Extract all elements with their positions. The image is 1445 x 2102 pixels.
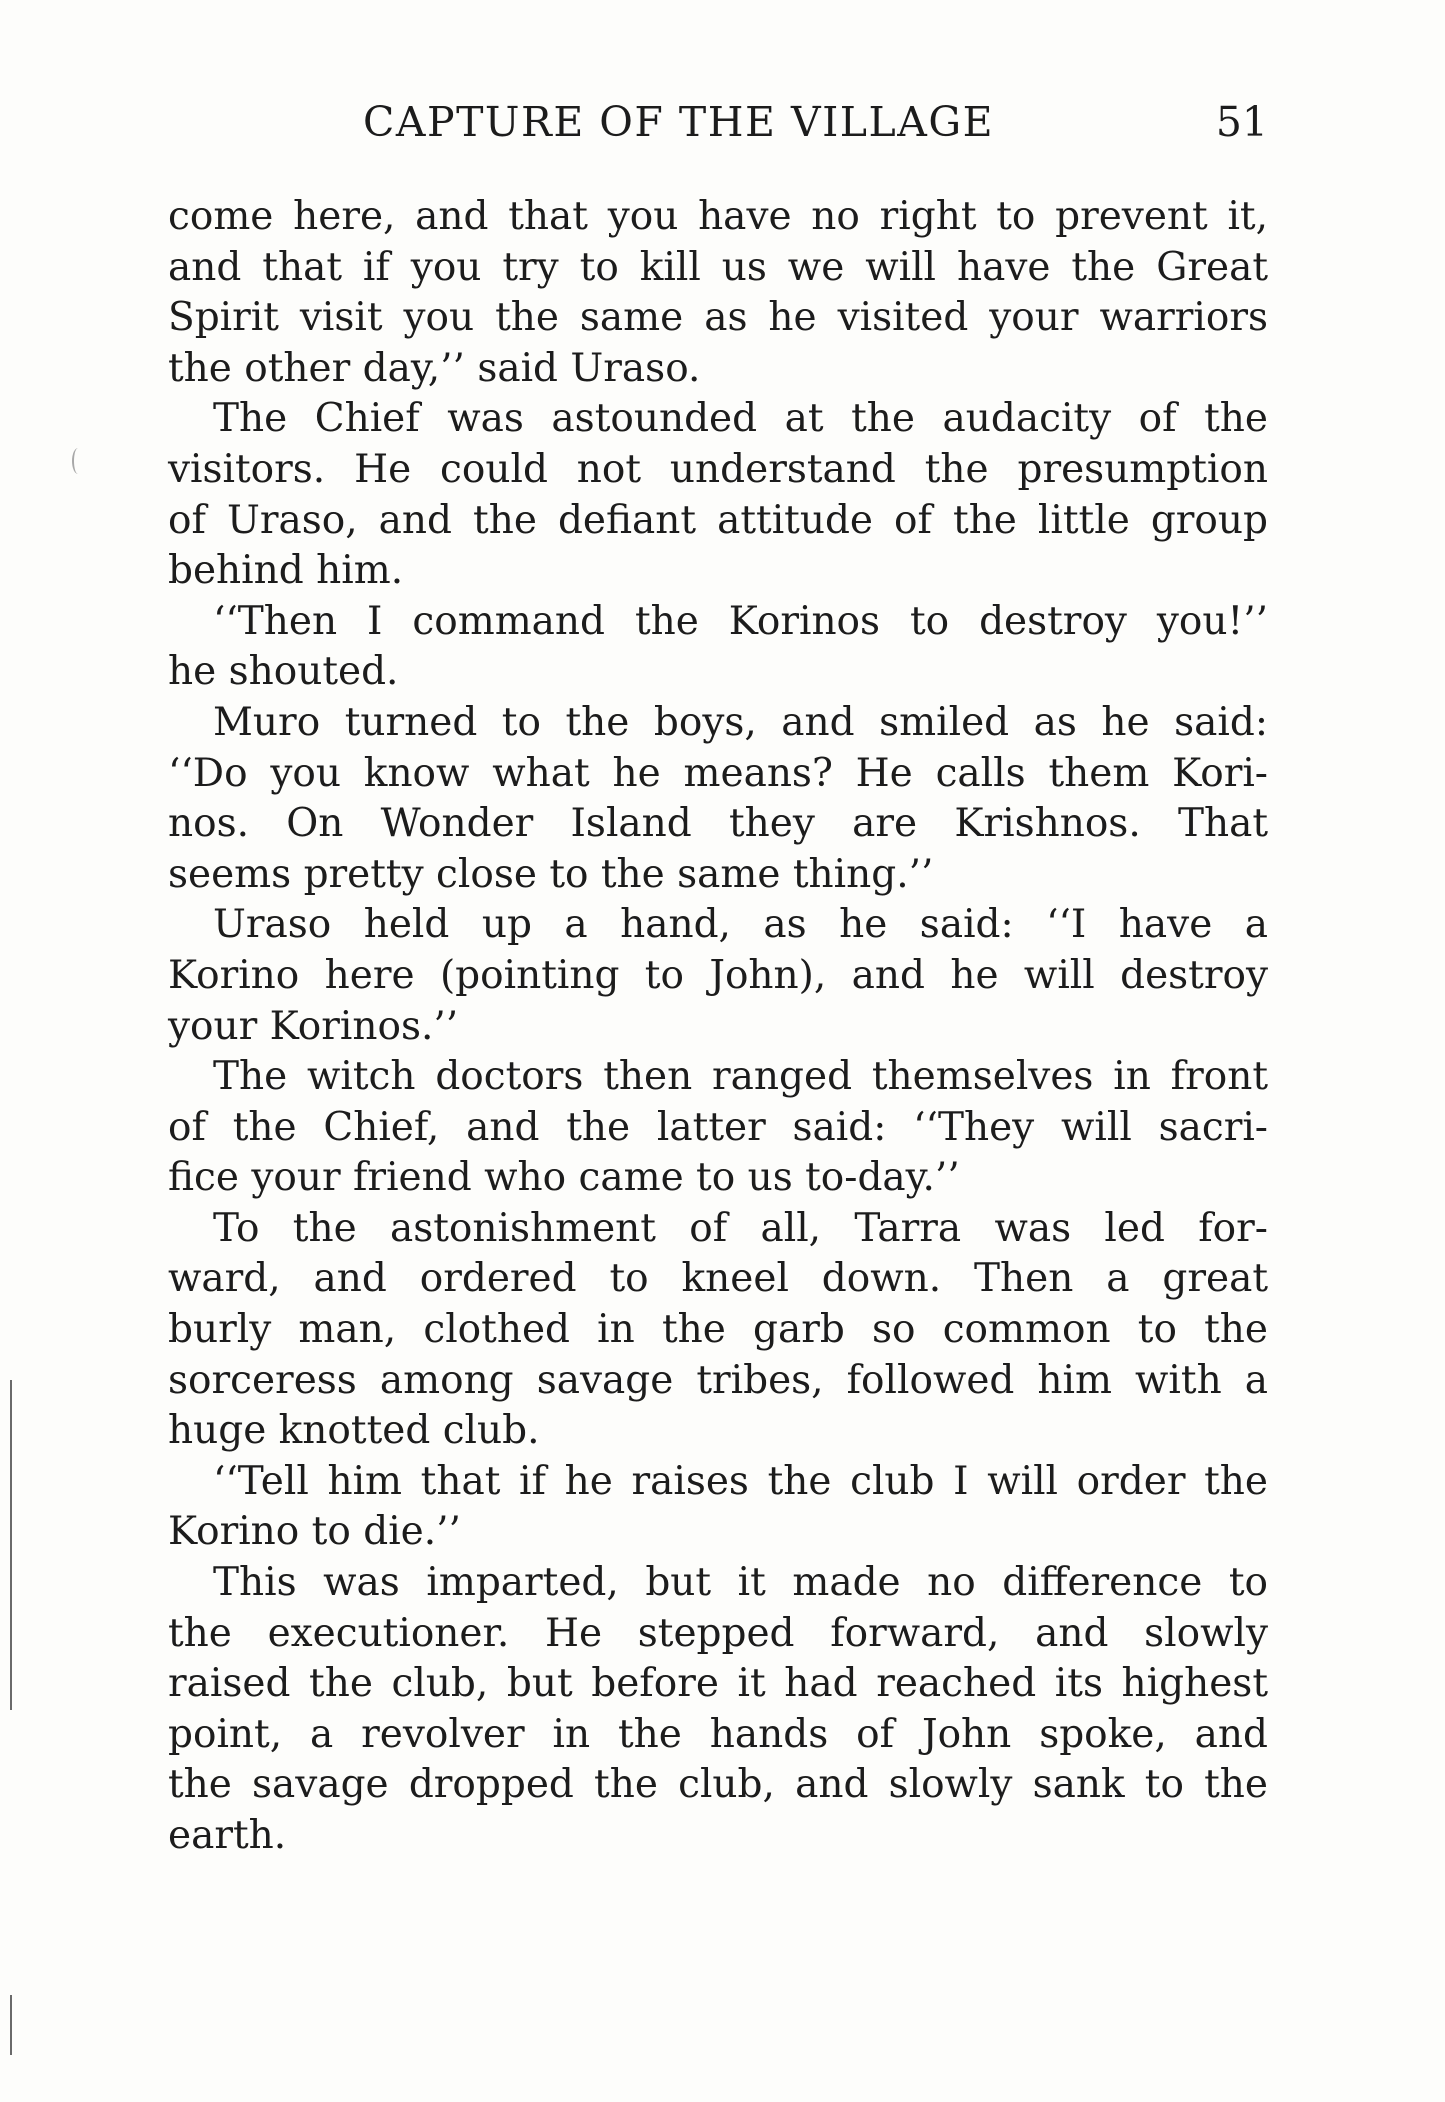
text-line: To the astonishment of all, Tarra was led for- xyxy=(213,1205,1268,1251)
text-line: earth. xyxy=(168,1813,287,1858)
text-line: ward, and ordered to kneel down. Then a great xyxy=(168,1256,1268,1302)
text-line: and that if you try to kill us we will have the Great xyxy=(168,244,1268,290)
text-line: Uraso held up a hand, as he said: ‘‘I have a xyxy=(213,902,1268,948)
text-line: raised the club, but before it had reached its highest xyxy=(168,1661,1268,1707)
text-line: behind him. xyxy=(168,548,404,594)
margin-mark xyxy=(10,1380,12,1710)
text-line: he shouted. xyxy=(168,649,399,695)
text-line: of the Chief, and the latter said: ‘‘They will sacri- xyxy=(168,1104,1268,1150)
text-line: your Korinos.’’ xyxy=(168,1003,459,1049)
text-line: ‘‘Do you know what he means? He calls them Kori- xyxy=(168,750,1268,796)
text-line: nos. On Wonder Island they are Krishnos. That xyxy=(168,801,1268,847)
margin-mark xyxy=(10,1995,12,2055)
text-line: Spirit visit you the same as he visited your warriors xyxy=(168,295,1268,341)
text-line: Korino to die.’’ xyxy=(168,1509,461,1555)
text-line: point, a revolver in the hands of John spoke, and xyxy=(168,1711,1268,1757)
text-line: the other day,’’ said Uraso. xyxy=(168,345,701,391)
text-line: seems pretty close to the same thing.’’ xyxy=(168,851,934,897)
text-line: Muro turned to the boys, and smiled as he said: xyxy=(213,699,1268,745)
text-line: huge knotted club. xyxy=(168,1408,540,1454)
text-line: ‘‘Tell him that if he raises the club I will order the xyxy=(213,1458,1268,1504)
text-line: This was imparted, but it made no difference to xyxy=(213,1560,1268,1606)
page-number: 51 xyxy=(1215,98,1268,146)
running-head: CAPTURE OF THE VILLAGE xyxy=(363,98,995,146)
text-line: fice your friend who came to us to-day.’’ xyxy=(168,1155,960,1201)
margin-speck xyxy=(72,448,84,474)
text-line: Korino here (pointing to John), and he will destroy xyxy=(168,952,1268,998)
text-line: of Uraso, and the defiant attitude of the little group xyxy=(168,497,1268,543)
text-line: burly man, clothed in the garb so common to the xyxy=(168,1307,1268,1353)
text-line: ‘‘Then I command the Korinos to destroy you!’’ xyxy=(213,598,1268,644)
text-line: The witch doctors then ranged themselves in front xyxy=(213,1054,1268,1100)
text-line: the savage dropped the club, and slowly sank to the xyxy=(168,1762,1268,1808)
text-line: sorceress among savage tribes, followed him with a xyxy=(168,1357,1268,1403)
text-line: The Chief was astounded at the audacity of the xyxy=(213,396,1268,442)
text-line: visitors. He could not understand the presumption xyxy=(168,446,1268,492)
text-line: come here, and that you have no right to prevent it, xyxy=(168,194,1268,239)
body-text xyxy=(168,192,1268,1862)
page-header xyxy=(168,98,1268,158)
text-line: the executioner. He stepped forward, and slowly xyxy=(168,1610,1268,1656)
